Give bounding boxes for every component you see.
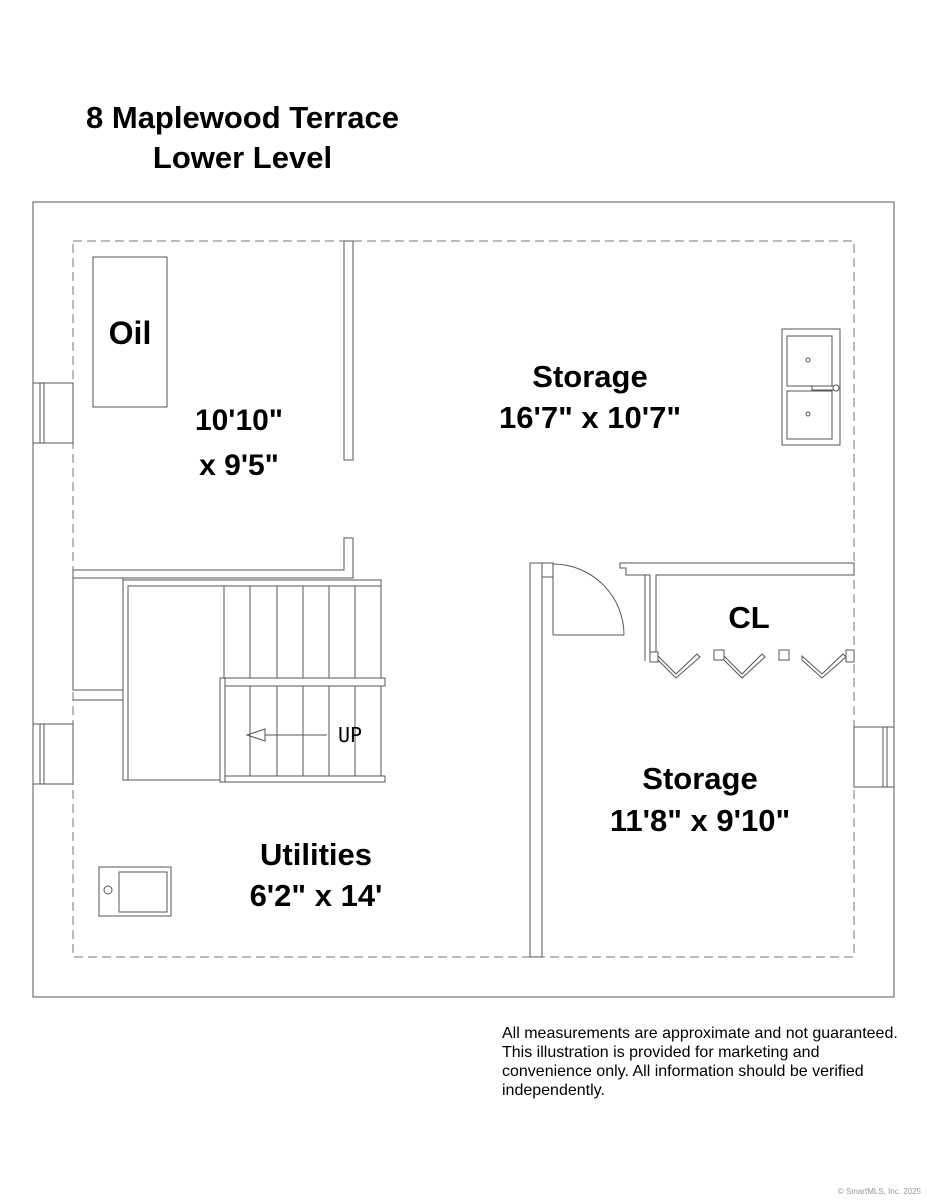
utility-wall <box>73 538 353 578</box>
storage-main-dims: 16'7" x 10'7" <box>498 400 682 435</box>
room-dims-line1: 10'10" <box>194 404 284 437</box>
address-title: 8 Maplewood Terrace <box>86 100 399 135</box>
window-right <box>854 727 894 787</box>
stair-arrow-icon <box>247 729 327 741</box>
utilities-dims: 6'2" x 14' <box>249 878 383 913</box>
partition-wall-top <box>344 241 353 460</box>
water-heater-icon <box>99 867 171 916</box>
interior-boundary <box>73 241 854 957</box>
window-left-upper <box>33 383 73 443</box>
storage-right-name: Storage <box>642 761 758 796</box>
window-left-lower <box>33 724 73 784</box>
copyright-notice: © SmartMLS, Inc. 2025 <box>837 1187 921 1196</box>
utilities-name: Utilities <box>260 837 372 872</box>
door-jamb-left <box>542 563 553 577</box>
storage-right-dims: 11'8" x 9'10" <box>609 803 791 838</box>
storage-main-name: Storage <box>532 359 648 394</box>
utility-stub <box>73 578 123 690</box>
oil-label: Oil <box>108 315 152 351</box>
disclaimer-text: All measurements are approximate and not guaranteed. This illustration is provided for marketing and convenience only. All information should be verified independently. <box>502 1025 898 1099</box>
closet-bifold-doors <box>650 650 854 678</box>
storage-vertical-wall <box>530 563 542 957</box>
stair-direction-label: UP <box>338 723 363 747</box>
room-dims-line2: x 9'5" <box>199 449 279 482</box>
door-swing <box>553 564 624 635</box>
staircase <box>123 580 385 782</box>
double-sink-icon <box>782 329 840 445</box>
level-title: Lower Level <box>152 140 333 175</box>
closet-label: CL <box>728 600 770 635</box>
